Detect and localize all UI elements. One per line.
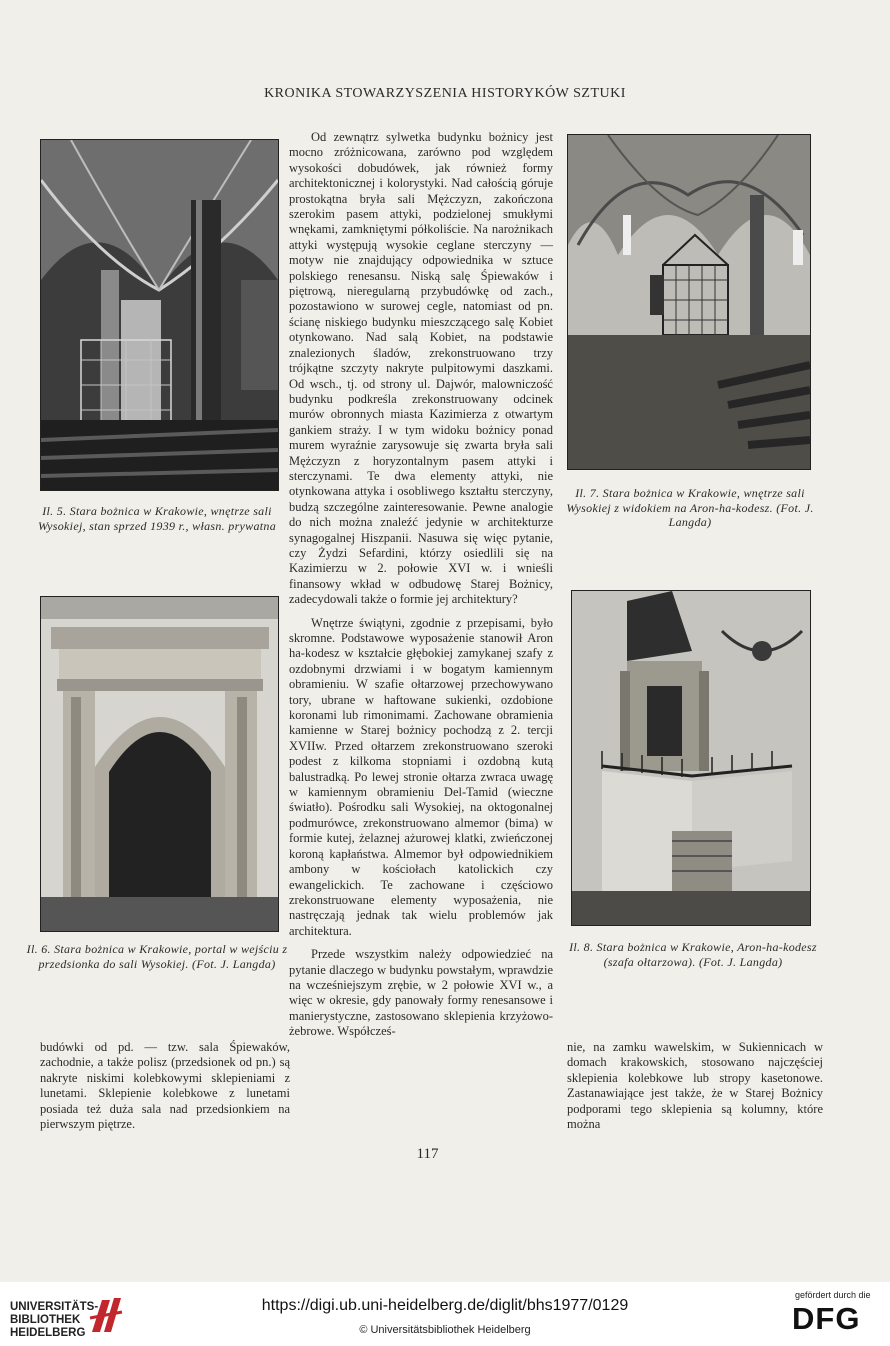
- right-bottom-text: [567, 1040, 823, 1132]
- paragraph: budówki od pd. — tzw. sala Śpiewaków, zachodnie, a także polisz (przedsionek od pn.) są nakryte niskimi kolebkowymi sklepieniami z lunetami. Sklepienie kolebkowe z lunetami posiada też duża sala nad przedsionkiem na pierwszym piętrze.: [40, 1040, 290, 1132]
- dfg-logo[interactable]: DFG: [792, 1301, 861, 1336]
- figure-5-caption: Il. 5. Stara bożnica w Krakowie, wnętrze sali Wysokiej, stan sprzed 1939 r., własn. prywatna: [37, 504, 277, 533]
- logo-line: HEIDELBERG: [10, 1327, 86, 1339]
- figure-8-photo: [571, 590, 811, 926]
- copyright-notice: © Universitätsbibliothek Heidelberg: [359, 1324, 531, 1336]
- figure-6-caption: Il. 6. Stara bożnica w Krakowie, portal w wejściu z przedsionka do sali Wysokiej. (Fot. J. Langda): [26, 942, 288, 971]
- logo-line: BIBLIOTHEK: [10, 1314, 81, 1326]
- middle-text-column: [289, 130, 553, 1040]
- left-bottom-text: [40, 1040, 290, 1132]
- paragraph: Od zewnątrz sylwetka budynku bożnicy jest mocno zróżnicowana, zarówno pod względem wysokości dobudówek, jak również formy architektonicznej i kolorystyki. Nad całością góruje prostokątna bryła sali Mężczyzn, zakończona szerokim pasem attyki, podzielonej smukłymi wnękami, zamkniętymi półkoliście. Na narożnikach attyki występują wysokie ceglane sterczyny — motyw nie znajdujący odpowiednika w sztuce polskiego renesansu. Niską salę Śpiewaków i piętrową, nieregularną przybudówkę od zach., pozostawiono w surowej cegle, natomiast od pn. ścianę niskiego budynku mieszczącego salę Kobiet otynkowano. Nad salą Kobiet, na podstawie znalezionych śladów, zrekonstruowano trzy trójkątne szczyty nakryte pulpitowymi daszkami. Od wsch., tj. od strony ul. Dajwór, malowniczość budynku podkreśla zrekonstruowany odcinek murów obronnych miasta Kazimierza z otwartym gankiem straży. I w tym widoku bożnicy ponad murem wyraźnie zarysowuje się zwarta bryła sali Mężczyzn z horyzontalnym pasem attyki i sterczynami. Te dwa elementy attyki, nie otynkowana attyka i osobliwego kształtu sterczyny, budzą szczególne zainteresowanie. Pewne analogie do nich można znaleźć jedynie w architekturze synagogalnej Hiszpanii. Nasuwa się więc pytanie, czy Żydzi Sefardini, którzy osiedlili się na Kazimierzu w 2. połowie XVI w. i wnieśli finansowy wkład w odbudowę Starej Bożnicy, zadecydowali także o formie jej architektury?: [289, 130, 553, 607]
- page-number: 117: [416, 1146, 439, 1162]
- figure-7-caption: Il. 7. Stara bożnica w Krakowie, wnętrze sali Wysokiej z widokiem na Aron-ha-kodesz. (Fot. J. Langda): [566, 486, 814, 529]
- paragraph: nie, na zamku wawelskim, w Sukiennicach w domach krakowskich, stosowano najczęściej sklepienia kolebkowe lub stropy kasetonowe. Zastanawiające jest także, że w Starej Bożnicy podporami tego sklepienia są kolumny, które można: [567, 1040, 823, 1132]
- sponsor-label: gefördert durch die: [795, 1290, 871, 1300]
- paragraph: Przede wszystkim należy odpowiedzieć na pytanie dlaczego w budynku powstałym, wprawdzie na wcześniejszym zrębie, w 2 połowie XVI w., a więc w okresie, gdy panowały formy renesansowe i manierystyczne, zastosowano sklepienia krzyżowo-żebrowe. Współcześ-: [289, 947, 553, 1039]
- running-header: KRONIKA STOWARZYSZENIA HISTORYKÓW SZTUKI: [264, 86, 626, 101]
- paragraph: Wnętrze świątyni, zgodnie z przepisami, było skromne. Podstawowe wyposażenie stanowił Aron ha-kodesz w kształcie głębokiej zamykanej szafy z ozdobnymi drzwiami i w bogatym kamiennym obramieniu. W szafie ołtarzowej przechowywano tory, ubrane w haftowane sukienki, ozdobione koronami lub rimonimami. Zachowane obramienia kamienne w Starej bożnicy pochodzą z 2. tercji XVIIw. Przed ołtarzem zrekonstruowano szeroki podest z kilkoma stopniami i ozdobną kutą balustradką. Po lewej stronie ołtarza zwraca uwagę w kamiennym obramieniu Del-Tamid (wieczne światło). Pośrodku sali Wysokiej, na oktogonalnej podmurówce, zrekonstruowano almemor (bima) w formie kutej, żelaznej ażurowej klatki, zwieńczonej koroną kapłaństwa. Almemor był odpowiednikiem ambony w kościołach katolickich czy ewangelickich. Te zachowane i częściowo zrekonstruowane elementy wyposażenia, nie nastręczają jednak tak wielu problemów jak architektura.: [289, 615, 553, 938]
- permalink-url[interactable]: https://digi.ub.uni-heidelberg.de/diglit/bhs1977/0129: [261, 1297, 629, 1314]
- figure-7-photo: [567, 134, 811, 470]
- figure-6-photo: [40, 596, 279, 932]
- figure-8-caption: Il. 8. Stara bożnica w Krakowie, Aron-ha-kodesz (szafa ołtarzowa). (Fot. J. Langda): [569, 940, 817, 969]
- logo-line: UNIVERSITÄTS-: [10, 1301, 99, 1313]
- figure-5-photo: [40, 139, 279, 491]
